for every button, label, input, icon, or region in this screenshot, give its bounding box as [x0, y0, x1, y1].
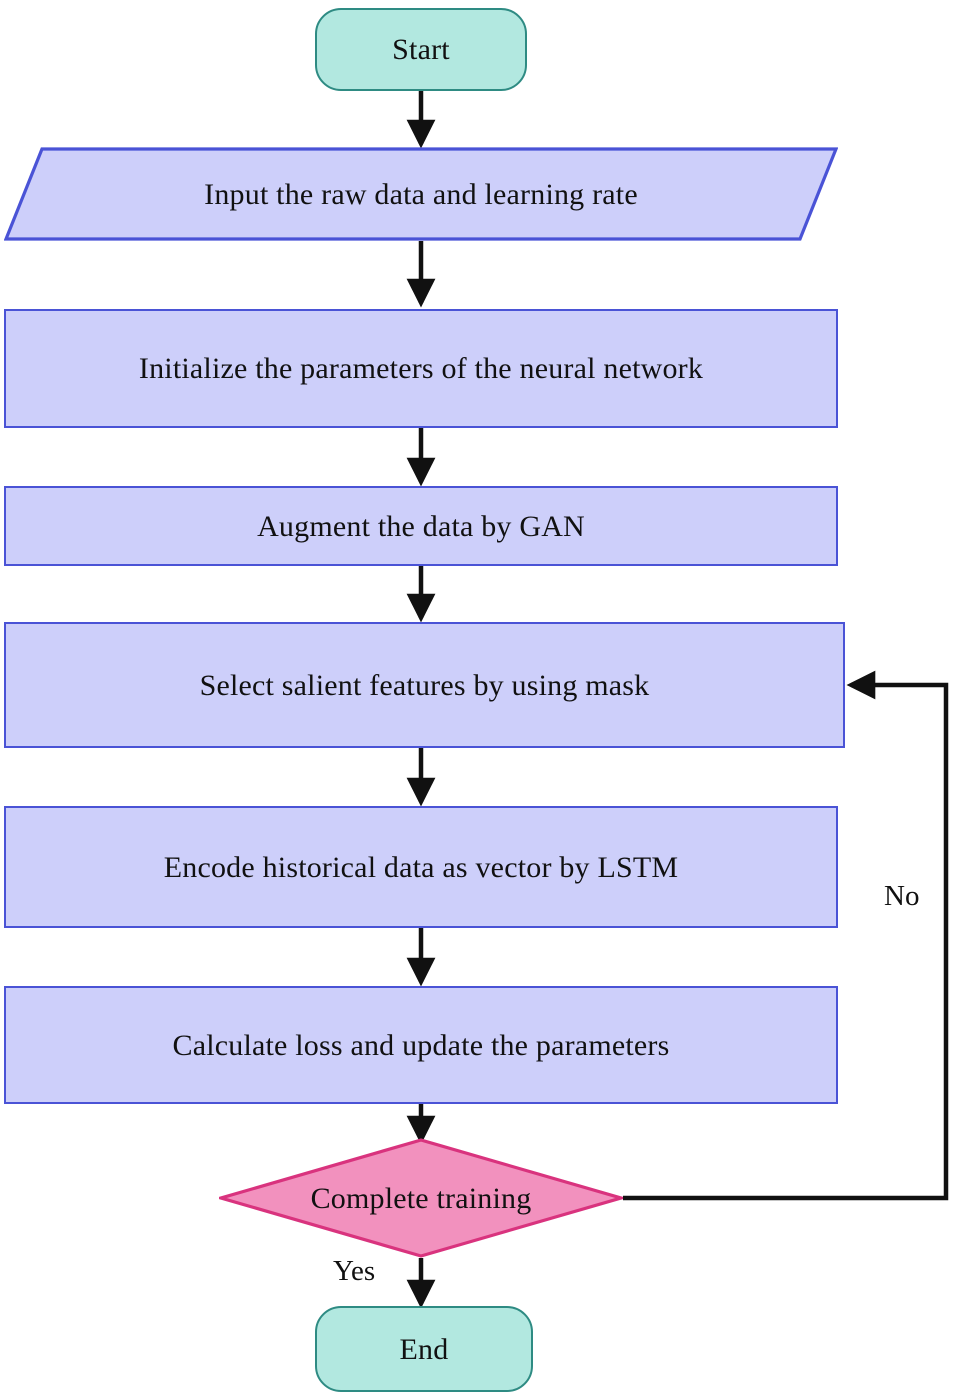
node-decision-complete-training	[219, 1138, 623, 1258]
edge-label-yes: Yes	[333, 1255, 376, 1287]
node-calculate-loss	[4, 986, 838, 1104]
node-augment-label: Augment the data by GAN	[257, 509, 585, 543]
node-augment	[4, 486, 838, 566]
edge-label-no: No	[884, 880, 920, 912]
node-initialize-label: Initialize the parameters of the neural network	[138, 352, 704, 385]
node-select-features	[4, 622, 845, 748]
node-input	[4, 147, 838, 241]
node-initialize	[4, 309, 838, 428]
node-end-label: End	[399, 1332, 449, 1366]
node-start	[315, 8, 527, 91]
node-encode-label: Encode historical data as vector by LSTM	[163, 850, 679, 884]
node-select-features-label: Select salient features by using mask	[199, 668, 650, 702]
node-calculate-loss-label: Calculate loss and update the parameters	[172, 1028, 670, 1062]
node-end	[315, 1306, 533, 1392]
node-decision-label: Complete training	[310, 1181, 532, 1215]
node-encode	[4, 806, 838, 928]
node-input-label: Input the raw data and learning rate	[204, 177, 638, 211]
edge-decision-to-select-no	[623, 685, 946, 1198]
node-start-label: Start	[392, 33, 450, 66]
